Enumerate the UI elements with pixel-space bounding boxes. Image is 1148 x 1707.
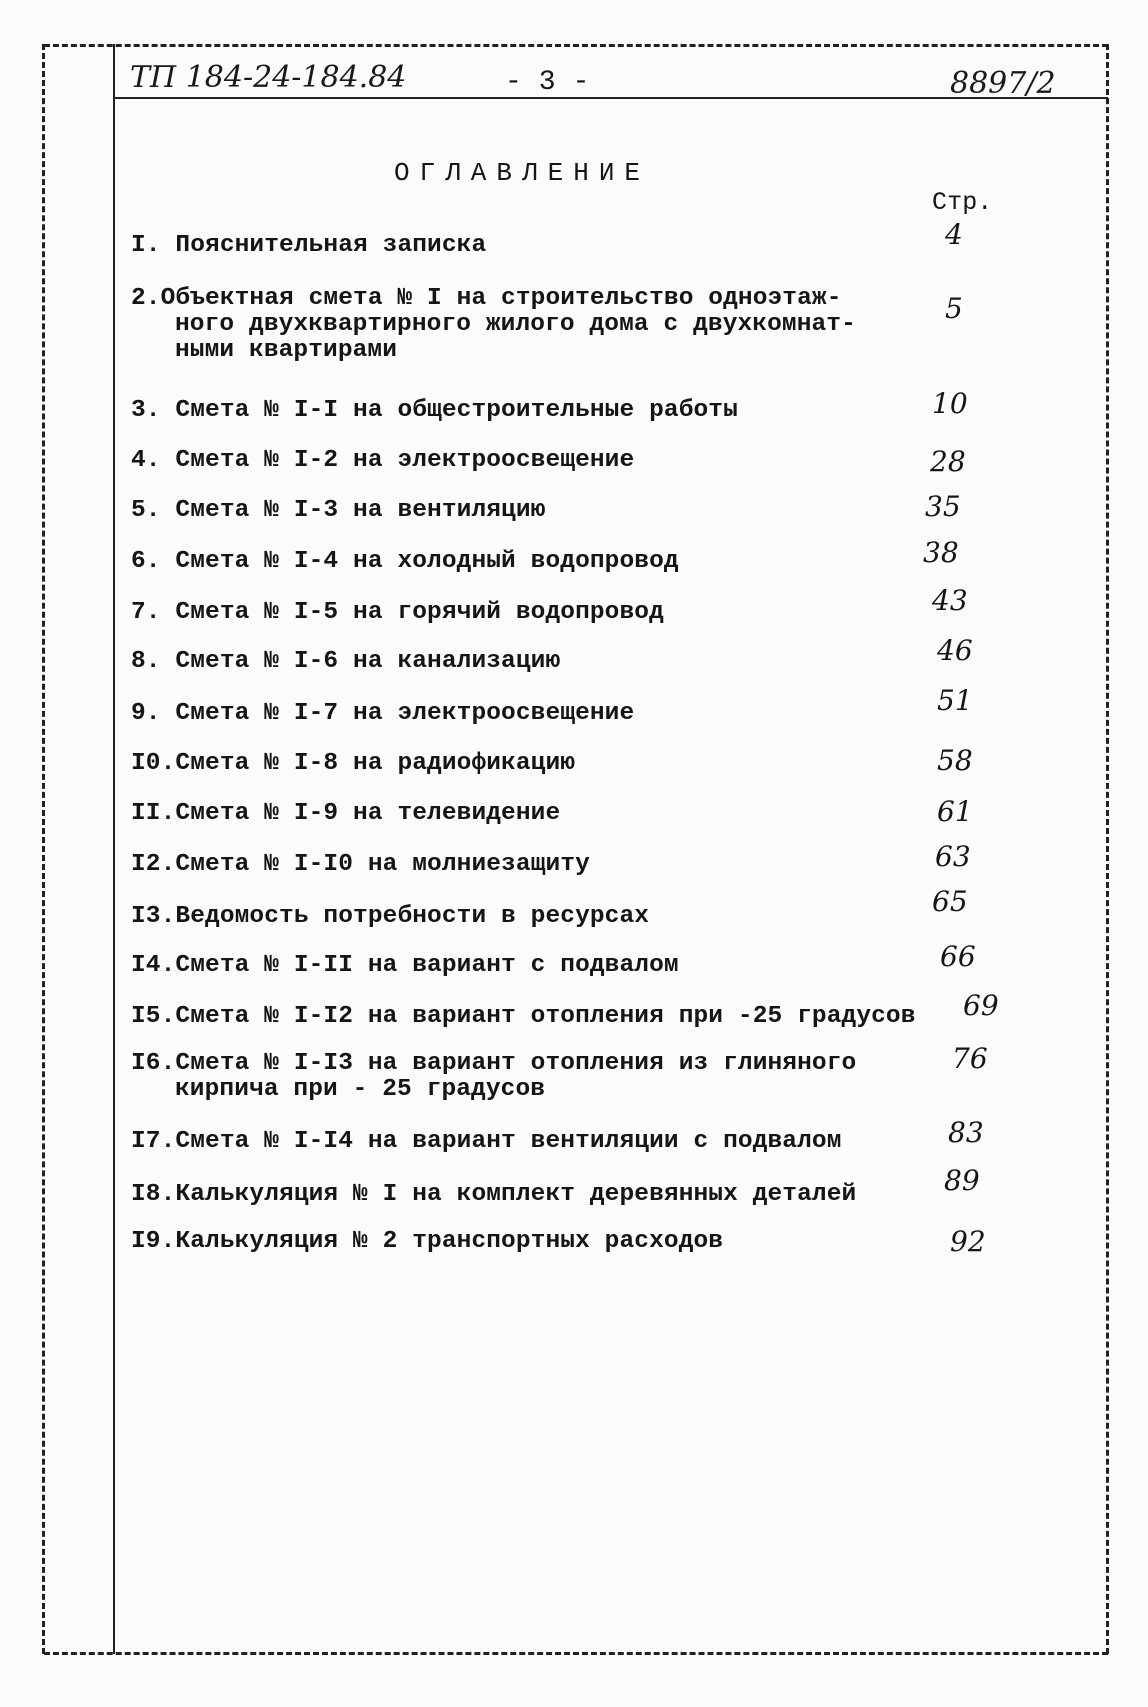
frame-border-left bbox=[42, 44, 45, 1654]
toc-entry-text: I0.Смета № I-8 на радиофикацию bbox=[131, 750, 576, 777]
toc-entry bbox=[131, 701, 634, 727]
toc-entry bbox=[131, 1182, 856, 1208]
toc-entry bbox=[131, 1129, 842, 1155]
toc-page-number: 43 bbox=[932, 584, 968, 617]
toc-page-number: 66 bbox=[940, 940, 976, 973]
document-code: ТП 184-24-184.84 bbox=[130, 60, 407, 95]
toc-entry-text: I5.Смета № I-I2 на вариант отопления при -25 градусов bbox=[131, 1003, 916, 1030]
toc-entry-text: 9. Смета № I-7 на электроосвещение bbox=[131, 700, 635, 727]
toc-entry bbox=[131, 953, 679, 979]
archive-number: 8897/2 bbox=[950, 66, 1056, 101]
toc-page-number: 83 bbox=[948, 1116, 984, 1149]
binding-margin-line bbox=[113, 44, 115, 1654]
toc-entry-text: I7.Смета № I-I4 на вариант вентиляции с подвалом bbox=[131, 1128, 842, 1155]
toc-page-number: 4 bbox=[945, 218, 963, 251]
frame-border-right bbox=[1106, 44, 1109, 1654]
toc-page-number: 51 bbox=[937, 684, 973, 717]
toc-entry-text: I8.Калькуляция № I на комплект деревянных деталей bbox=[131, 1181, 857, 1208]
toc-entry-text: 3. Смета № I-I на общестроительные работы bbox=[131, 397, 738, 424]
toc-page-number: 63 bbox=[935, 840, 971, 873]
toc-entry bbox=[131, 751, 575, 777]
toc-entry-text: I6.Смета № I-I3 на вариант отопления из глиняного bbox=[131, 1050, 857, 1077]
toc-page-number: 65 bbox=[932, 885, 968, 918]
toc-page-number: 46 bbox=[937, 634, 973, 667]
toc-entry-text: I3.Ведомость потребности в ресурсах bbox=[131, 903, 650, 930]
toc-page-number: 10 bbox=[932, 387, 968, 420]
toc-page-number: 61 bbox=[937, 795, 973, 828]
toc-entry bbox=[131, 1051, 856, 1103]
toc-entry-text: ного двухквартирного жилого дома с двухкомнат- bbox=[175, 311, 856, 338]
toc-entry-text: II.Смета № I-9 на телевидение bbox=[131, 800, 561, 827]
toc-entry-text: 6. Смета № I-4 на холодный водопровод bbox=[131, 548, 679, 575]
toc-entry bbox=[131, 1229, 723, 1255]
frame-border-top bbox=[44, 44, 1108, 47]
toc-page-number: 38 bbox=[923, 536, 959, 569]
toc-entry-text: I. Пояснительная записка bbox=[131, 232, 487, 259]
toc-page-number: 28 bbox=[930, 445, 966, 478]
toc-entry bbox=[131, 448, 634, 474]
toc-entry bbox=[131, 233, 486, 259]
toc-entry bbox=[131, 1004, 916, 1030]
toc-entry bbox=[131, 904, 649, 930]
toc-entry bbox=[131, 600, 664, 626]
toc-page-number: 69 bbox=[963, 989, 999, 1022]
page-column-label: Стр. bbox=[932, 188, 993, 217]
toc-entry-text: 5. Смета № I-3 на вентиляцию bbox=[131, 497, 546, 524]
toc-entry-text: 7. Смета № I-5 на горячий водопровод bbox=[131, 599, 664, 626]
toc-entry bbox=[131, 852, 590, 878]
toc-page-number: 89 bbox=[944, 1164, 980, 1197]
frame-border-bottom bbox=[44, 1652, 1108, 1655]
toc-page-number: 35 bbox=[925, 490, 961, 523]
toc-entry-text: I4.Смета № I-II на вариант с подвалом bbox=[131, 952, 679, 979]
page-number: - 3 - bbox=[505, 67, 590, 98]
toc-entry bbox=[131, 286, 856, 364]
toc-entry bbox=[131, 801, 560, 827]
toc-entry-text: кирпича при - 25 градусов bbox=[175, 1076, 546, 1103]
toc-page-number: 58 bbox=[937, 744, 973, 777]
toc-entry bbox=[131, 498, 545, 524]
page-title: ОГЛАВЛЕНИЕ bbox=[394, 158, 651, 188]
toc-page-number: 92 bbox=[950, 1225, 986, 1258]
toc-entry-text: I2.Смета № I-I0 на молниезащиту bbox=[131, 851, 590, 878]
toc-page-number: 5 bbox=[945, 292, 963, 325]
toc-entry bbox=[131, 549, 679, 575]
toc-entry-text: I9.Калькуляция № 2 транспортных расходов bbox=[131, 1228, 724, 1255]
toc-entry-text: 8. Смета № I-6 на канализацию bbox=[131, 648, 561, 675]
toc-entry bbox=[131, 649, 560, 675]
toc-entry bbox=[131, 398, 738, 424]
toc-entry-text: ными квартирами bbox=[175, 337, 398, 364]
toc-page-number: 76 bbox=[952, 1042, 988, 1075]
toc-entry-text: 4. Смета № I-2 на электроосвещение bbox=[131, 447, 635, 474]
toc-entry-text: 2.Объектная смета № I на строительство одноэтаж- bbox=[131, 285, 842, 312]
